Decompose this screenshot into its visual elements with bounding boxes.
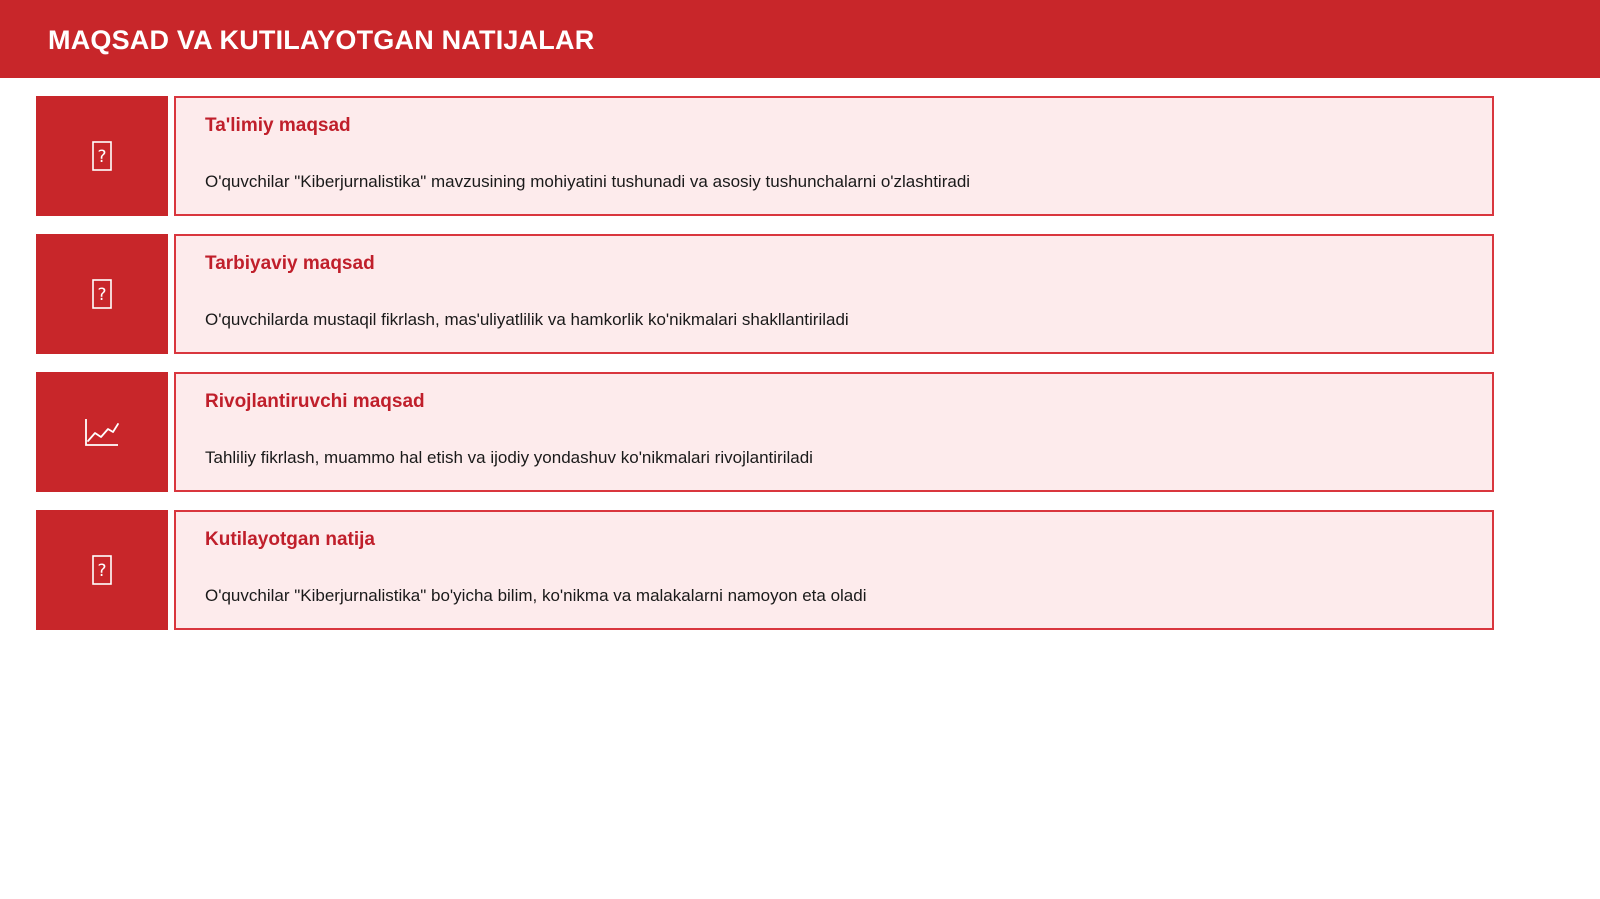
icon-tile: [36, 96, 168, 216]
svg-text:?: ?: [97, 147, 107, 167]
list-item-talimiy: [36, 96, 1494, 216]
question-mark-box-icon: [92, 141, 112, 171]
card-title: Kutilayotgan natija: [205, 529, 375, 550]
icon-tile: [36, 234, 168, 354]
page-title: MAQSAD VA KUTILAYOTGAN NATIJALAR: [48, 25, 595, 55]
icon-tile: [36, 510, 168, 630]
objective-card: [174, 510, 1494, 630]
question-mark-box-icon: [92, 279, 112, 309]
list-item-tarbiyaviy: [36, 234, 1494, 354]
header-bar: [0, 0, 1600, 78]
card-description: Tahliliy fikrlash, muammo hal etish va ijodiy yondashuv ko'nikmalari rivojlantiriladi: [205, 448, 813, 467]
line-chart-icon: [84, 417, 120, 447]
card-description: O'quvchilarda mustaqil fikrlash, mas'uliyatlilik va hamkorlik ko'nikmalari shakllantiriladi: [205, 310, 849, 329]
list-item-rivojlantiruvchi: [36, 372, 1494, 492]
card-title: Tarbiyaviy maqsad: [205, 253, 375, 274]
icon-tile: [36, 372, 168, 492]
card-description: O'quvchilar "Kiberjurnalistika" mavzusining mohiyatini tushunadi va asosiy tushunchalarni o'zlashtiradi: [205, 172, 971, 191]
list-item-kutilayotgan-natija: [36, 510, 1494, 630]
card-title: Ta'limiy maqsad: [205, 115, 351, 136]
question-mark-box-icon: [92, 555, 112, 585]
card-description: O'quvchilar "Kiberjurnalistika" bo'yicha bilim, ko'nikma va malakalarni namoyon eta oladi: [205, 586, 867, 605]
card-title: Rivojlantiruvchi maqsad: [205, 391, 425, 412]
svg-text:?: ?: [97, 561, 107, 581]
objectives-list: [36, 96, 1494, 648]
objective-card: [174, 96, 1494, 216]
objective-card: [174, 234, 1494, 354]
svg-text:?: ?: [97, 285, 107, 305]
objective-card: [174, 372, 1494, 492]
